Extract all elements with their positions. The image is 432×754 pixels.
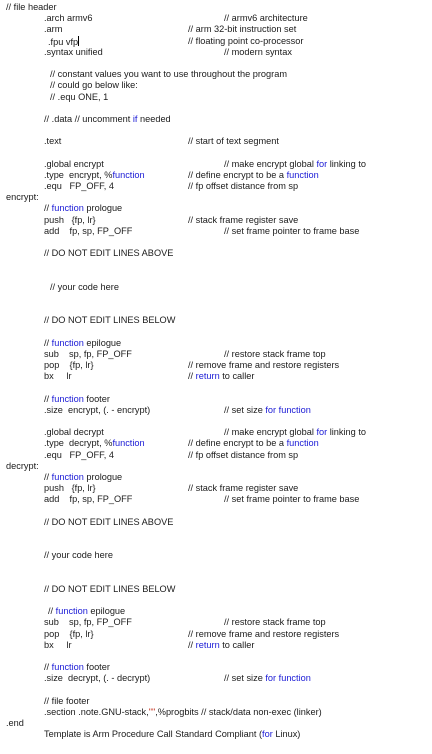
code-token: add fp, sp, FP_OFF <box>44 494 133 505</box>
code-segment <box>44 405 150 416</box>
code-segment <box>44 450 114 461</box>
code-segment <box>44 349 132 360</box>
code-segment <box>44 181 114 192</box>
code-token: Template is Arm Procedure Call Standard Compliant ( <box>44 729 263 740</box>
code-token: // DO NOT EDIT LINES ABOVE <box>44 516 174 527</box>
code-token: // arm 32-bit instruction set <box>188 24 297 35</box>
code-token: // <box>44 337 52 348</box>
code-segment <box>44 360 94 371</box>
code-segment <box>44 114 171 125</box>
code-segment <box>188 360 339 371</box>
code-segment <box>44 517 173 528</box>
code-segment <box>44 494 132 505</box>
code-segment <box>188 483 298 494</box>
code-token: // stack frame register save <box>188 483 299 494</box>
code-token: // file footer <box>44 695 90 706</box>
code-segment <box>188 450 298 461</box>
keyword-token: for <box>265 673 277 684</box>
code-token: .type encrypt, % <box>44 169 113 180</box>
code-token: sub sp, fp, FP_OFF <box>44 348 132 359</box>
code-token: add fp, sp, FP_OFF <box>44 225 133 236</box>
code-segment <box>188 24 296 35</box>
code-segment <box>44 472 122 483</box>
keyword-token: function <box>112 438 145 449</box>
code-token: needed <box>137 113 171 124</box>
code-token: // DO NOT EDIT LINES ABOVE <box>44 248 174 259</box>
code-token: .size encrypt, (. - encrypt) <box>44 404 151 415</box>
code-token: // <box>48 606 56 617</box>
code-token: linking to <box>327 427 366 438</box>
keyword-token: function <box>51 393 84 404</box>
code-token: // modern syntax <box>224 46 292 57</box>
code-token: // <box>188 639 196 650</box>
code-token: pop {fp, lr} <box>44 628 94 639</box>
code-segment <box>50 80 138 91</box>
code-segment <box>44 248 173 259</box>
code-segment <box>188 170 319 181</box>
keyword-token: function <box>112 169 145 180</box>
code-token: prologue <box>83 203 123 214</box>
code-token: .global decrypt <box>44 427 104 438</box>
code-segment <box>44 215 96 226</box>
code-token: // stack frame register save <box>188 214 299 225</box>
keyword-token: function <box>51 662 84 673</box>
code-token: .syntax unified <box>44 46 103 57</box>
keyword-token: return <box>195 371 220 382</box>
keyword-token: function <box>278 673 311 684</box>
code-token: .arch armv6 <box>44 13 93 24</box>
code-token: prologue <box>83 471 123 482</box>
code-token: // remove frame and restore registers <box>188 628 340 639</box>
code-token: // floating point co-processor <box>188 35 304 46</box>
keyword-token: function <box>51 203 84 214</box>
code-token: // restore stack frame top <box>224 617 326 628</box>
code-segment <box>44 483 96 494</box>
keyword-token: if <box>132 113 138 124</box>
code-token: .size decrypt, (. - decrypt) <box>44 673 151 684</box>
code-segment <box>44 584 175 595</box>
code-segment <box>44 617 132 628</box>
code-segment <box>188 629 339 640</box>
code-token: .equ FP_OFF, 4 <box>44 181 114 191</box>
code-token: // .equ ONE, 1 <box>50 91 109 102</box>
code-token: push {fp, lr} <box>44 483 96 494</box>
code-token: footer <box>83 662 110 673</box>
code-token: // fp offset distance from sp <box>188 449 299 460</box>
code-segment <box>44 136 61 147</box>
code-segment <box>44 159 104 170</box>
code-segment <box>224 673 311 684</box>
code-token: // define encrypt to be a <box>188 438 287 449</box>
code-token: ,%progbits // stack/data non-exec (linker) <box>155 706 322 717</box>
code-segment <box>50 92 108 103</box>
code-token: // constant values you want to use throughout the program <box>50 69 287 80</box>
code-segment <box>44 550 113 561</box>
code-segment <box>188 438 319 449</box>
code-token: pop {fp, lr} <box>44 360 94 370</box>
keyword-token: for <box>265 404 277 415</box>
code-segment <box>6 2 57 13</box>
code-segment <box>44 13 93 24</box>
code-token: // armv6 architecture <box>224 13 308 24</box>
code-segment <box>44 729 300 740</box>
code-token: // set frame pointer to frame base <box>224 494 360 505</box>
code-segment <box>224 13 308 24</box>
code-token: linking to <box>327 158 366 169</box>
code-segment <box>188 181 298 192</box>
code-token: // <box>44 393 52 404</box>
code-segment <box>44 315 175 326</box>
code-segment <box>224 617 326 628</box>
code-token: // set frame pointer to frame base <box>224 225 360 236</box>
code-token: // define encrypt to be a <box>188 169 287 180</box>
code-token: // DO NOT EDIT LINES BELOW <box>44 583 176 594</box>
code-token: // start of text segment <box>188 136 279 147</box>
code-token: // <box>44 203 52 214</box>
code-token: footer <box>83 393 110 404</box>
code-segment <box>50 282 119 293</box>
code-segment <box>188 136 279 147</box>
code-segment <box>224 47 292 58</box>
keyword-token: for <box>316 158 328 169</box>
code-token: // set size <box>224 673 266 684</box>
code-token: // file header <box>6 2 57 12</box>
keyword-token: function <box>278 404 311 415</box>
code-token: .arm <box>44 24 63 35</box>
code-segment <box>44 338 121 349</box>
code-segment <box>224 427 366 438</box>
code-segment <box>188 215 298 226</box>
code-token: // could go below like: <box>50 80 138 91</box>
code-token: .text <box>44 136 62 147</box>
keyword-token: function <box>286 438 319 449</box>
code-segment <box>44 696 89 707</box>
code-segment <box>44 707 322 718</box>
code-segment <box>224 226 359 237</box>
code-segment <box>224 159 366 170</box>
code-segment <box>224 405 311 416</box>
code-token: sub sp, fp, FP_OFF <box>44 617 132 628</box>
code-segment <box>44 24 62 35</box>
text-cursor <box>78 36 79 46</box>
code-token: .fpu vfp <box>48 36 79 47</box>
code-segment <box>50 69 287 80</box>
code-segment <box>188 36 303 47</box>
code-token: encrypt: <box>6 192 39 203</box>
code-segment <box>44 629 94 640</box>
keyword-token: function <box>286 169 319 180</box>
code-token: // make encrypt global <box>224 427 317 438</box>
code-token: push {fp, lr} <box>44 214 96 225</box>
code-segment <box>44 203 122 214</box>
code-token: .end <box>6 718 24 728</box>
code-token: // restore stack frame top <box>224 348 326 359</box>
code-segment <box>44 226 132 237</box>
keyword-token: function <box>55 606 88 617</box>
code-token: to caller <box>219 639 255 650</box>
code-token: // fp offset distance from sp <box>188 181 299 191</box>
keyword-token: for <box>316 427 328 438</box>
code-segment <box>48 606 125 617</box>
code-token: bx lr <box>44 371 72 382</box>
code-token: // <box>44 471 52 482</box>
code-segment <box>188 640 254 651</box>
code-token: // .data // uncomment <box>44 113 133 124</box>
string-token: "" <box>148 706 156 717</box>
keyword-token: for <box>262 729 273 740</box>
code-segment <box>6 461 39 472</box>
code-token: to caller <box>219 371 255 382</box>
code-token: .equ FP_OFF, 4 <box>44 449 114 460</box>
code-segment <box>44 640 72 651</box>
code-segment <box>44 662 110 673</box>
code-token: .section .note.GNU-stack, <box>44 706 149 717</box>
code-segment <box>6 718 24 729</box>
code-token: Linux) <box>272 729 301 740</box>
code-segment <box>224 494 359 505</box>
code-segment <box>44 371 72 382</box>
code-segment <box>44 673 150 684</box>
code-segment <box>44 438 145 449</box>
code-segment <box>44 427 104 438</box>
keyword-token: function <box>51 337 84 348</box>
code-segment <box>188 371 254 382</box>
code-token: // set size <box>224 404 266 415</box>
code-token: // your code here <box>44 550 113 561</box>
code-token: // make encrypt global <box>224 158 317 169</box>
code-token: // <box>188 371 196 382</box>
code-token: decrypt: <box>6 460 39 471</box>
code-segment <box>224 349 326 360</box>
code-token: // DO NOT EDIT LINES BELOW <box>44 315 176 326</box>
code-segment <box>44 47 103 58</box>
code-token: bx lr <box>44 639 72 650</box>
code-token: .global encrypt <box>44 158 104 169</box>
code-token: // remove frame and restore registers <box>188 360 340 370</box>
code-token: // your code here <box>50 281 119 292</box>
code-segment <box>6 192 39 203</box>
keyword-token: function <box>51 471 84 482</box>
code-token: epilogue <box>87 606 126 617</box>
code-token: epilogue <box>83 337 122 348</box>
code-segment <box>44 170 145 181</box>
code-token: .type decrypt, % <box>44 438 113 449</box>
code-segment <box>44 394 110 405</box>
code-token: // <box>44 662 52 673</box>
keyword-token: return <box>195 639 220 650</box>
